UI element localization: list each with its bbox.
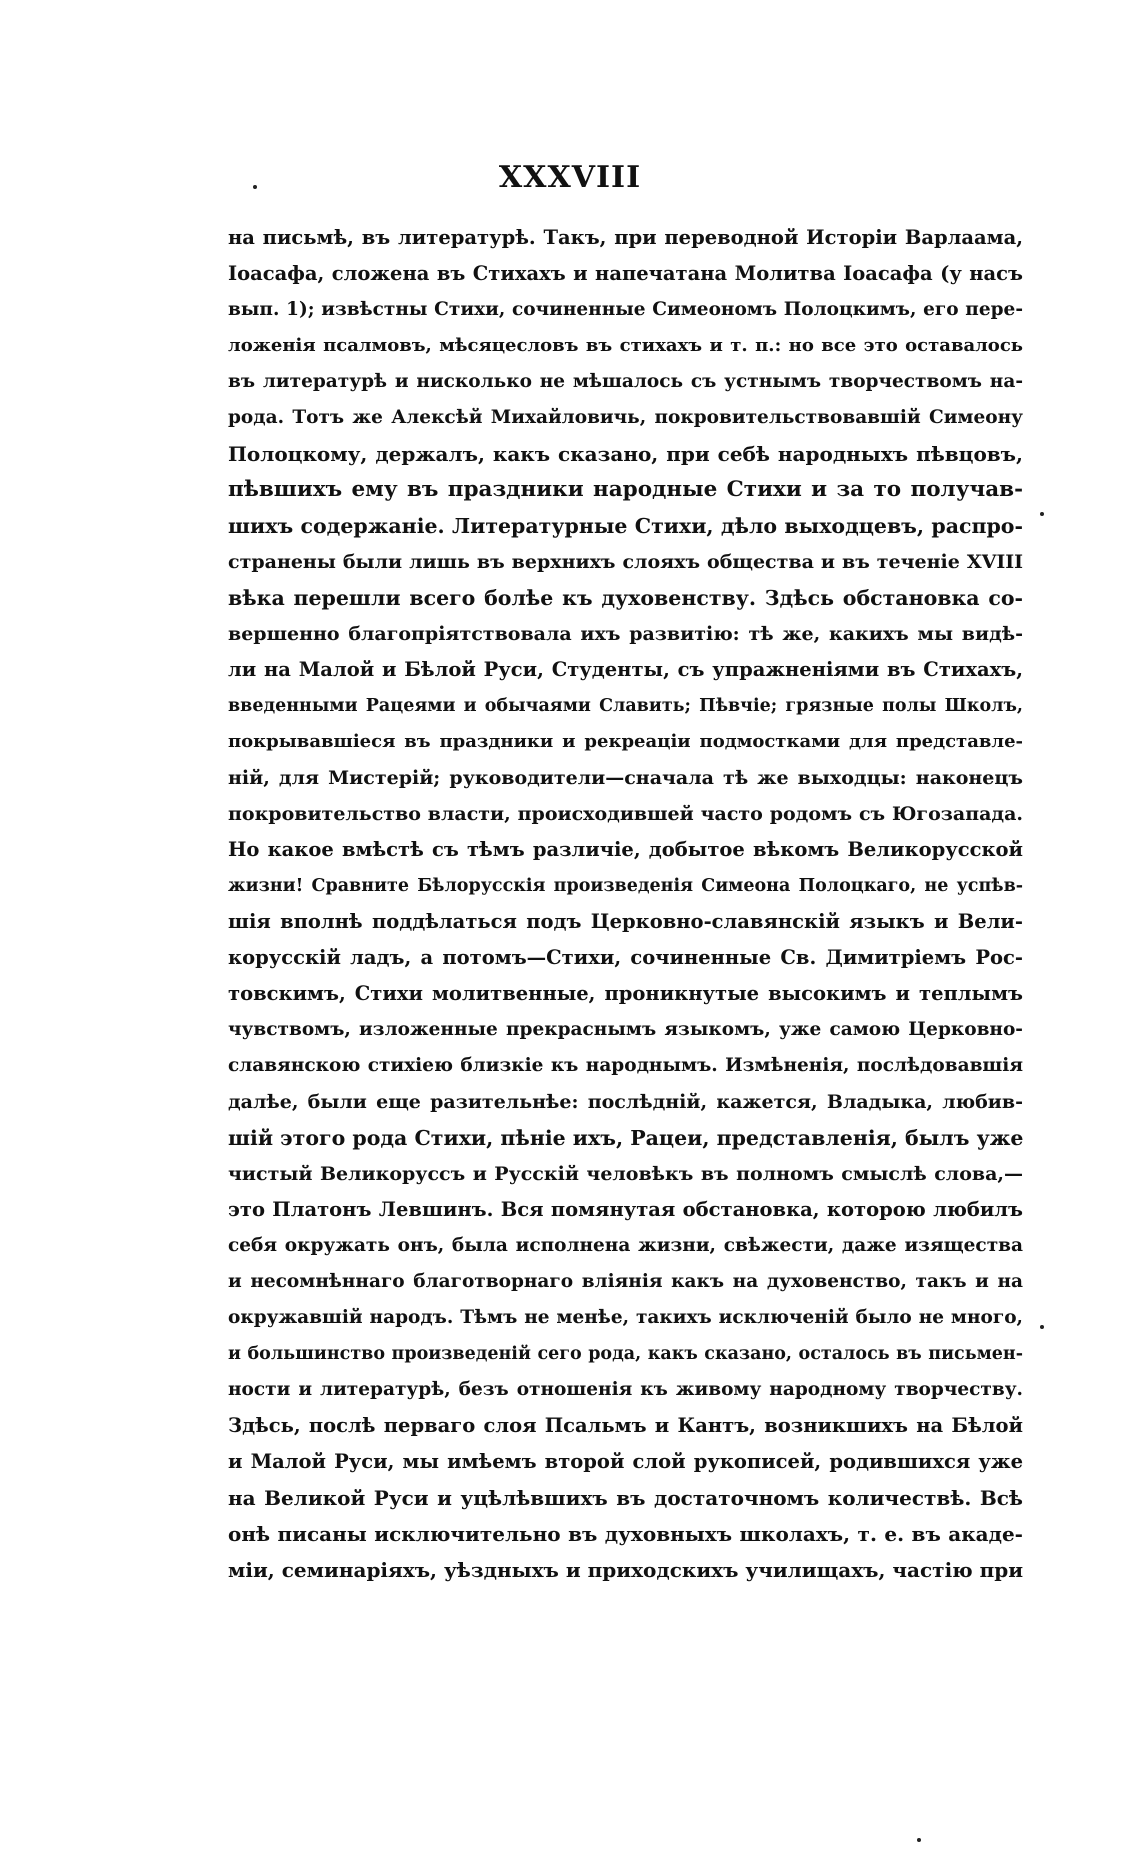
text-line: покровительство власти, происходившей часто родомъ съ Югозапада. bbox=[228, 803, 1023, 825]
text-line: корусскій ладъ, а потомъ—Стихи, сочиненные Св. Димитріемъ Рос- bbox=[228, 946, 1023, 969]
text-line: далѣе, были еще разительнѣе: послѣдній, кажется, Владыка, любив- bbox=[228, 1091, 1023, 1113]
text-line: странены были лишь въ верхнихъ слояхъ общества и въ теченіе XVIII bbox=[228, 551, 1023, 573]
text-line: Здѣсь, послѣ перваго слоя Псальмъ и Кантъ, возникшихъ на Бѣлой bbox=[228, 1414, 1023, 1437]
text-line: и большинство произведеній сего рода, какъ сказано, осталось въ письмен- bbox=[228, 1344, 1023, 1364]
text-line: шія вполнѣ поддѣлаться подъ Церковно-славянскій языкъ и Вели- bbox=[228, 910, 1023, 933]
text-line: шій этого рода Стихи, пѣніе ихъ, Рацеи, представленія, былъ уже bbox=[228, 1126, 1023, 1150]
text-line: чувствомъ, изложенные прекраснымъ языкомъ, уже самою Церковно- bbox=[228, 1019, 1023, 1040]
text-line: Іоасафа, сложена въ Стихахъ и напечатана Молитва Іоасафа (у насъ bbox=[228, 262, 1023, 285]
text-line: себя окружать онъ, была исполнена жизни, свѣжести, даже изящества bbox=[228, 1235, 1023, 1256]
scan-speck bbox=[1040, 512, 1044, 516]
text-line: это Платонъ Левшинъ. Вся помянутая обстановка, которою любилъ bbox=[228, 1198, 1023, 1221]
text-line: на письмѣ, въ литературѣ. Такъ, при переводной Исторіи Варлаама, bbox=[228, 226, 1023, 249]
text-line: вѣка перешли всего болѣе къ духовенству. Здѣсь обстановка со- bbox=[228, 586, 1023, 610]
text-line: вершенно благопріятствовала ихъ развитію: тѣ же, какихъ мы видѣ- bbox=[228, 623, 1023, 645]
text-line: ности и литературѣ, безъ отношенія къ живому народному творчеству. bbox=[228, 1379, 1023, 1400]
text-line: міи, семинаріяхъ, уѣздныхъ и приходскихъ училищахъ, частію при bbox=[228, 1558, 1023, 1582]
text-line: и несомнѣннаго благотворнаго вліянія какъ на духовенство, такъ и на bbox=[228, 1271, 1023, 1292]
text-line: славянскою стихіею близкіе къ народнымъ. Измѣненія, послѣдовавшія bbox=[228, 1055, 1023, 1076]
scan-speck bbox=[917, 1838, 921, 1842]
text-line: и Малой Руси, мы имѣемъ второй слой рукописей, родившихся уже bbox=[228, 1450, 1023, 1473]
text-line: въ литературѣ и нисколько не мѣшалось съ устнымъ творчествомъ на- bbox=[228, 371, 1023, 392]
text-line: окружавшій народъ. Тѣмъ не менѣе, такихъ исключеній было не много, bbox=[228, 1307, 1023, 1328]
text-line: покрывавшіеся въ праздники и рекреаціи подмостками для представле- bbox=[228, 731, 1023, 752]
text-line: вып. 1); извѣстны Стихи, сочиненные Симеономъ Полоцкимъ, его пере- bbox=[228, 299, 1023, 320]
text-line: ній, для Мистерій; руководители—сначала тѣ же выходцы: наконецъ bbox=[228, 767, 1023, 789]
text-line: введенными Рацеями и обычаями Славить; Пѣвчіе; грязные полы Школъ, bbox=[228, 696, 1023, 716]
text-line: онѣ писаны исключительно въ духовныхъ школахъ, т. е. въ акаде- bbox=[228, 1522, 1023, 1546]
text-line: чистый Великоруссъ и Русскій человѣкъ въ полномъ смыслѣ слова,— bbox=[228, 1163, 1023, 1185]
text-line: жизни! Сравните Бѣлорусскія произведенія Симеона Полоцкаго, не успѣв- bbox=[228, 876, 1023, 896]
scan-speck bbox=[253, 185, 257, 189]
page-number: XXXVIII bbox=[498, 160, 642, 195]
body-text bbox=[228, 220, 1023, 1588]
scan-speck bbox=[1040, 1325, 1044, 1329]
text-line: товскимъ, Стихи молитвенные, проникнутые высокимъ и теплымъ bbox=[228, 982, 1023, 1005]
text-line: ли на Малой и Бѣлой Руси, Студенты, съ упражненіями въ Стихахъ, bbox=[228, 658, 1023, 681]
text-line: Полоцкому, держалъ, какъ сказано, при себѣ народныхъ пѣвцовъ, bbox=[228, 442, 1023, 466]
text-line: ложенія псалмовъ, мѣсяцесловъ въ стихахъ и т. п.: но все это оставалось bbox=[228, 335, 1023, 356]
text-line: рода. Тотъ же Алексѣй Михайловичь, покровительствовавшій Симеону bbox=[228, 407, 1023, 428]
text-line: шихъ содержаніе. Литературные Стихи, дѣло выходцевъ, распро- bbox=[228, 514, 1023, 538]
text-line: Но какое вмѣстѣ съ тѣмъ различіе, добытое вѣкомъ Великорусской bbox=[228, 838, 1023, 861]
text-line: пѣвшихъ ему въ праздники народные Стихи и за то получав- bbox=[228, 477, 1023, 502]
text-line: на Великой Руси и уцѣлѣвшихъ въ достаточномъ количествѣ. Всѣ bbox=[228, 1486, 1023, 1510]
